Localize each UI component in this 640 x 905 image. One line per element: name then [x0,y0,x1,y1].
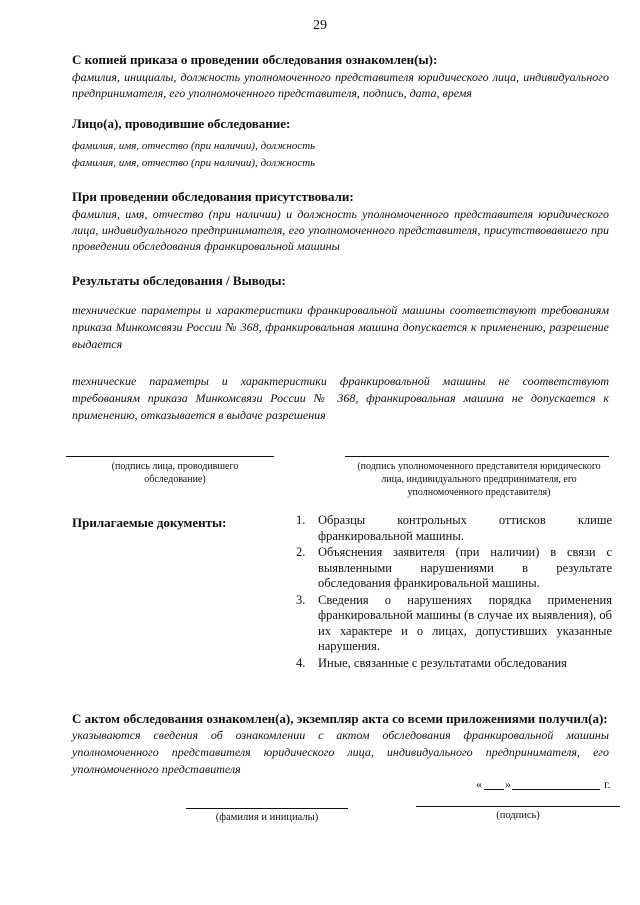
name-caption: (фамилия и инициалы) [215,812,319,823]
signature-caption-conductor: (подпись лица, проводившего обследование) [111,461,239,485]
conductor-line-1: фамилия, имя, отчество (при наличии), должность [72,140,316,152]
acquainted-title: С актом обследования ознакомлен(а), экземпляр акта со всеми приложениями получил(а): [72,711,608,726]
page-number: 29 [313,18,327,33]
date-year-suffix: г. [604,777,611,791]
results-positive: технические параметры и характеристики франкировальной машины соответствуют требованиям приказа Минкомсвязи России № 368, франкировальная машина допускается к применению, разрешение выдается [72,303,609,351]
list-item: 4. Иные, связанные с результатами обследования [296,655,567,670]
list-item: 3. Сведения о нарушениях порядка применения франкировальной машины (в случае их выявления), об их характере и о лицах, допустивших указанные нарушения. [296,592,612,653]
copy-section-hint: фамилия, инициалы, должность уполномоченного представителя юридического лица, индивидуального предпринимателя, его уполномоченного представителя, подпись, дата, время [72,70,609,100]
present-title: При проведении обследования присутствовали: [72,189,354,204]
signature-line-conductor [66,456,274,457]
results-negative: технические параметры и характеристики франкировальной машины не соответствуют требованиям приказа Минкомсвязи России № 368, франкировальная машина не допускается к применению, отказывается в выдаче разрешения [72,374,609,422]
copy-section-title: С копией приказа о проведении обследования ознакомлен(ы): [72,52,438,67]
results-title: Результаты обследования / Выводы: [72,273,286,288]
attachments-title: Прилагаемые документы: [72,515,227,530]
conductors-title: Лицо(а), проводившие обследование: [72,116,291,131]
attachments-list-wrap [296,513,612,672]
list-item: 1. Образцы контрольных оттисков клише франкировальной машины. [296,513,612,543]
name-line [186,808,348,809]
date-month-line [512,789,600,790]
acquainted-hint: указываются сведения об ознакомлении с актом обследования франкировальной машины уполномоченного представителя юридического лица, индивидуального предпринимателя, его уполномоченного представителя [72,728,609,776]
signature-caption-representative: (подпись уполномоченного представителя юридического лица, индивидуального предпринимателя, его уполномоченного представителя) [357,461,601,498]
attachments-list [296,513,612,671]
present-hint: фамилия, имя, отчество (при наличии) и должность уполномоченного представителя юридического лица, индивидуального предпринимателя, его уполномоченного представителя, присутствовавшего при проведении обследования франкировальной машины [72,207,609,253]
signature-line-final [416,806,620,807]
signature-caption-final: (подпись) [496,810,540,821]
conductor-line-2: фамилия, имя, отчество (при наличии), должность [72,157,316,169]
date-open-quote: « [476,777,482,791]
date-close-quote: » [505,777,511,791]
signature-line-representative [345,456,609,457]
date-day-line [484,789,504,790]
list-item: 2. Объяснения заявителя (при наличии) в связи с выявленными нарушениями в результате обследования франкировальной машины. [296,545,612,590]
